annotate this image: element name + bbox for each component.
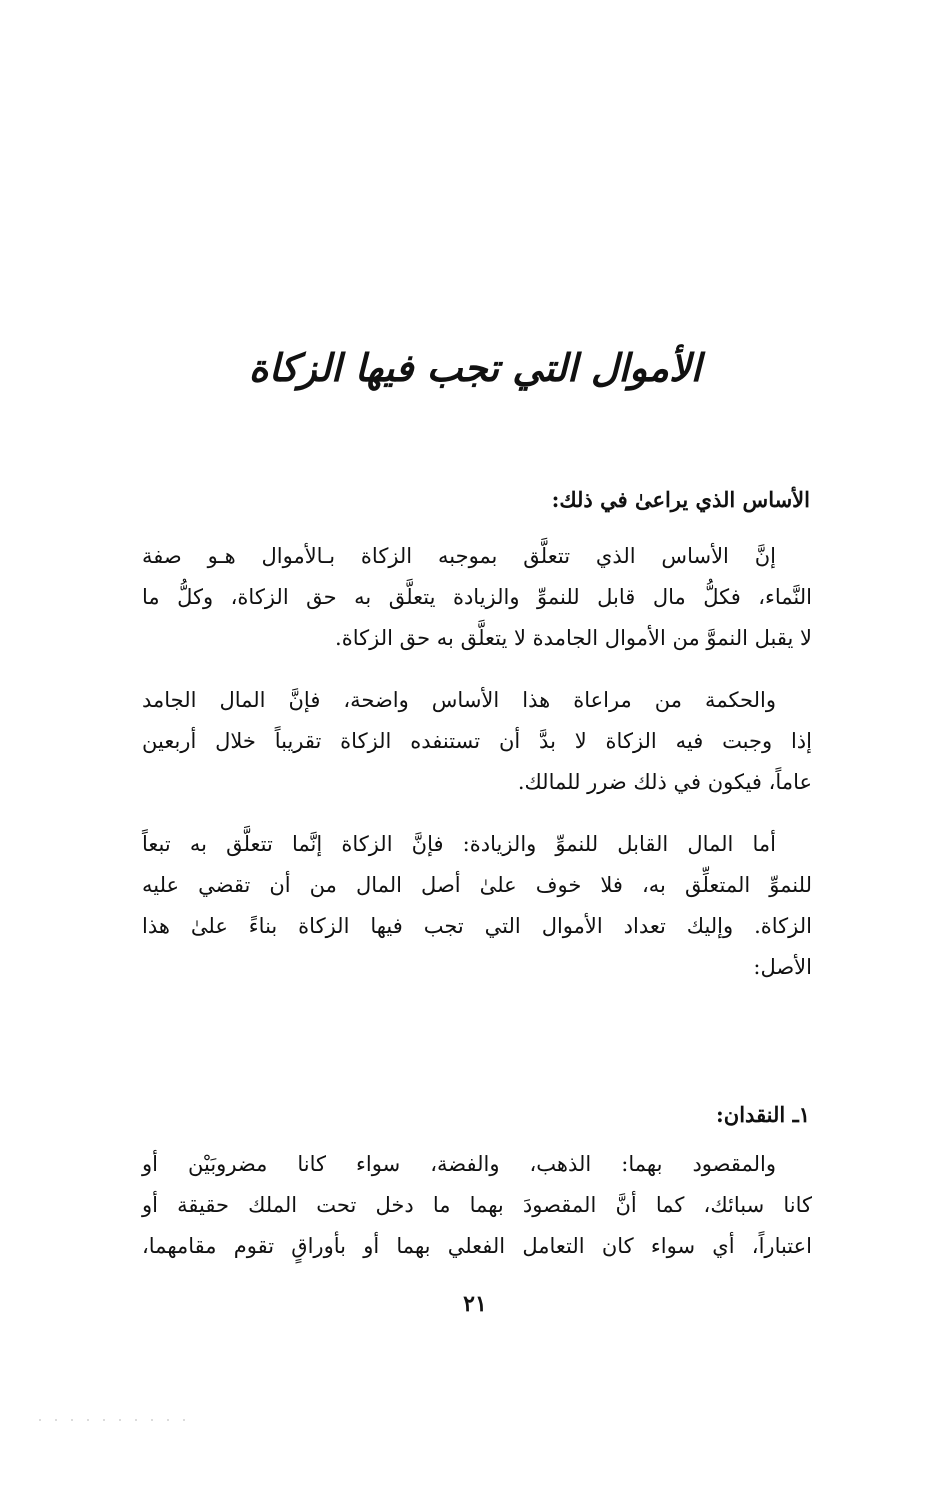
paragraph-4-line: كانا سبائك، كما أنَّ المقصودَ بهما ما دخل تحت الملك حقيقة أو: [142, 1193, 812, 1217]
paragraph-1-line: النَّماء، فكلُّ مال قابل للنموِّ والزيادة يتعلَّق به حق الزكاة، وكلُّ ما: [142, 585, 812, 609]
paragraph-2: [142, 680, 812, 803]
paragraph-1-line: إنَّ الأساس الذي تتعلَّق بموجبه الزكاة بـالأموال هـو صفة: [142, 544, 776, 568]
paragraph-4: [142, 1144, 812, 1267]
paragraph-3-line: أما المال القابل للنموِّ والزيادة: فإنَّ الزكاة إنَّما تتعلَّق به تبعاً: [142, 832, 776, 856]
scan-artifact-dots: [32, 1419, 192, 1421]
paragraph-4-line: والمقصود بهما: الذهب، والفضة، سواء كانا مضروبَيْن أو: [142, 1152, 776, 1176]
paragraph-1-line: لا يقبل النموَّ من الأموال الجامدة لا يتعلَّق به حق الزكاة.: [335, 626, 812, 650]
paragraph-3: [142, 824, 812, 988]
section-heading: الأساس الذي يراعىٰ في ذلك:: [551, 487, 810, 512]
paragraph-4-line: اعتباراً، أي سواء كان التعامل الفعلي بهما أو بأوراقٍ تقوم مقامهما،: [142, 1234, 812, 1258]
paragraph-2-line: عاماً، فيكون في ذلك ضرر للمالك.: [517, 770, 812, 794]
paragraph-3-line: الزكاة. وإليك تعداد الأموال التي تجب فيها الزكاة بناءً علىٰ هذا: [142, 914, 812, 938]
chapter-title: الأموال التي تجب فيها الزكاة: [248, 345, 702, 390]
paragraph-2-line: إذا وجبت فيه الزكاة لا بدَّ أن تستنفده الزكاة تقريباً خلال أربعين: [142, 729, 812, 753]
subsection-heading: ١ـ النقدان:: [716, 1102, 810, 1127]
paragraph-1: [142, 536, 812, 659]
paragraph-3-line: للنموِّ المتعلِّق به، فلا خوف علىٰ أصل المال من أن تقضي عليه: [142, 873, 812, 897]
paragraph-2-line: والحكمة من مراعاة هذا الأساس واضحة، فإنَّ المال الجامد: [142, 688, 776, 712]
paragraph-3-line: الأصل:: [753, 955, 812, 979]
page-number: ٢١: [463, 1291, 487, 1317]
